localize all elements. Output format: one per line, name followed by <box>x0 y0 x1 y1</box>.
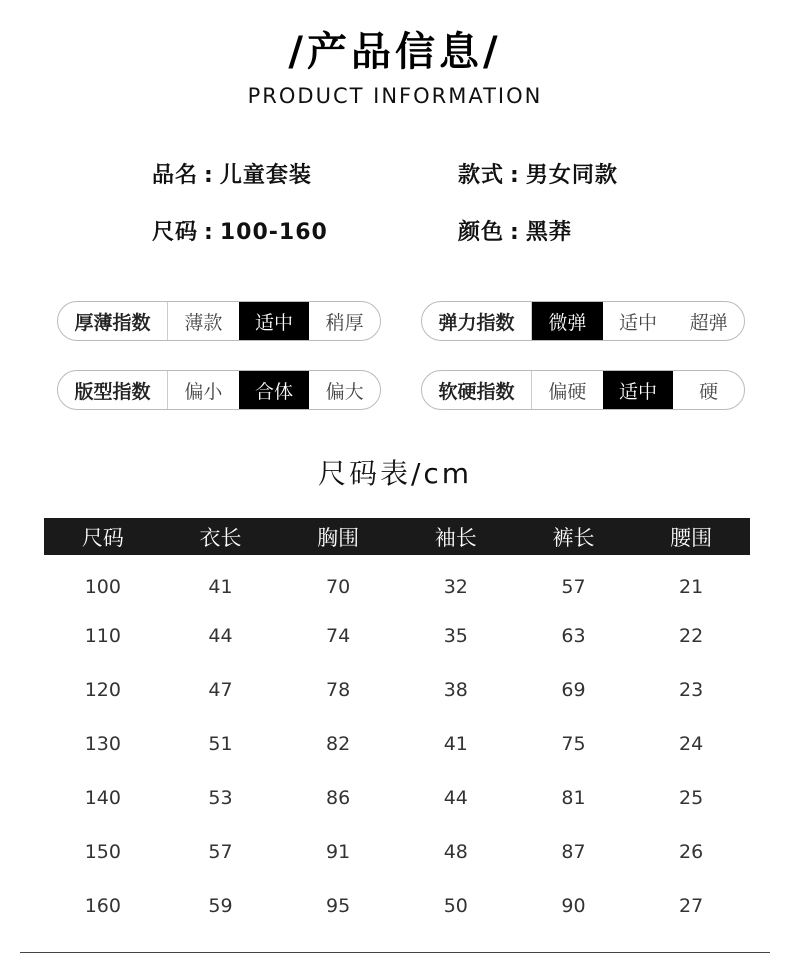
table-cell: 57 <box>561 575 586 598</box>
table-cell: 26 <box>679 841 704 863</box>
table-cell: 41 <box>208 575 233 598</box>
table-cell: 81 <box>561 787 586 809</box>
info-label: 颜色 <box>458 220 505 245</box>
table-cell: 44 <box>208 625 233 647</box>
info-style: 款式 : 男女同款 <box>458 163 618 188</box>
column-header: 袖长 <box>397 518 515 555</box>
info-value: 黑莽 <box>525 220 572 245</box>
index-option: 硬 <box>699 380 719 403</box>
table-cell: 75 <box>561 733 586 755</box>
page-title: /产品信息/ <box>288 29 502 75</box>
table-row <box>44 717 750 771</box>
table-cell: 91 <box>326 841 351 863</box>
table-cell: 150 <box>84 841 121 863</box>
table-cell: 59 <box>208 895 233 917</box>
info-value: 男女同款 <box>525 163 618 188</box>
table-cell: 21 <box>679 575 704 598</box>
table-row <box>44 825 750 879</box>
index-option: 偏大 <box>325 380 364 403</box>
table-cell: 69 <box>561 679 586 701</box>
index-option: 适中 <box>239 302 310 340</box>
index-label: 弹力指数 <box>422 302 532 340</box>
index-option: 偏小 <box>184 380 223 403</box>
table-cell: 27 <box>679 895 704 917</box>
index-option: 微弹 <box>532 302 603 340</box>
index-option: 稍厚 <box>325 311 364 334</box>
table-cell: 78 <box>326 679 351 701</box>
info-value: 儿童套装 <box>219 163 312 188</box>
index-option: 适中 <box>619 311 658 334</box>
table-row <box>44 663 750 717</box>
index-option: 合体 <box>239 371 310 409</box>
table-row <box>44 609 750 663</box>
table-row <box>44 555 750 609</box>
table-cell: 50 <box>443 895 468 917</box>
table-cell: 95 <box>326 895 351 917</box>
table-cell: 41 <box>443 733 468 755</box>
table-cell: 53 <box>208 787 233 809</box>
column-header: 裤长 <box>515 518 633 555</box>
table-cell: 110 <box>84 625 121 647</box>
table-cell: 24 <box>679 733 704 755</box>
index-label: 软硬指数 <box>422 371 532 409</box>
index-thickness <box>57 301 381 341</box>
column-header: 胸围 <box>279 518 397 555</box>
size-table <box>44 518 750 933</box>
table-cell: 120 <box>84 679 121 701</box>
index-option: 薄款 <box>184 311 223 334</box>
table-cell: 22 <box>679 625 704 647</box>
column-header: 衣长 <box>162 518 280 555</box>
index-option: 超弹 <box>689 311 728 334</box>
table-cell: 23 <box>679 679 704 701</box>
table-header-row <box>44 518 750 555</box>
table-cell: 100 <box>84 575 121 598</box>
info-label: 尺码 <box>152 220 199 245</box>
info-color: 颜色 : 黑莽 <box>458 220 572 245</box>
table-cell: 47 <box>208 679 233 701</box>
info-size: 尺码 : 100-160 <box>152 220 328 245</box>
table-cell: 51 <box>208 733 233 755</box>
table-cell: 63 <box>561 625 586 647</box>
index-fit <box>57 370 381 410</box>
info-label: 款式 <box>458 163 505 188</box>
table-cell: 48 <box>443 841 468 863</box>
index-softness <box>421 370 745 410</box>
table-cell: 87 <box>561 841 586 863</box>
table-cell: 57 <box>208 841 233 863</box>
table-cell: 140 <box>84 787 121 809</box>
info-value: 100-160 <box>219 220 328 245</box>
table-cell: 38 <box>443 679 468 701</box>
table-cell: 35 <box>443 625 468 647</box>
table-cell: 25 <box>679 787 704 809</box>
index-option: 适中 <box>603 371 674 409</box>
table-cell: 82 <box>326 733 351 755</box>
table-cell: 160 <box>84 895 121 917</box>
index-elasticity <box>421 301 745 341</box>
index-label: 版型指数 <box>58 371 168 409</box>
bottom-divider <box>20 952 770 953</box>
table-row <box>44 879 750 933</box>
table-cell: 44 <box>443 787 468 809</box>
table-cell: 74 <box>326 625 351 647</box>
info-product-name: 品名 : 儿童套装 <box>152 163 312 188</box>
table-cell: 90 <box>561 895 586 917</box>
index-option: 偏硬 <box>548 380 587 403</box>
size-chart-title: 尺码表/cm <box>317 457 473 490</box>
table-row <box>44 771 750 825</box>
table-cell: 70 <box>326 575 351 598</box>
table-cell: 86 <box>326 787 351 809</box>
table-cell: 130 <box>84 733 121 755</box>
index-label: 厚薄指数 <box>58 302 168 340</box>
info-label: 品名 <box>152 163 199 188</box>
table-cell: 32 <box>443 575 468 598</box>
page-subtitle: PRODUCT INFORMATION <box>247 84 543 108</box>
column-header: 尺码 <box>44 518 162 555</box>
column-header: 腰围 <box>632 518 750 555</box>
